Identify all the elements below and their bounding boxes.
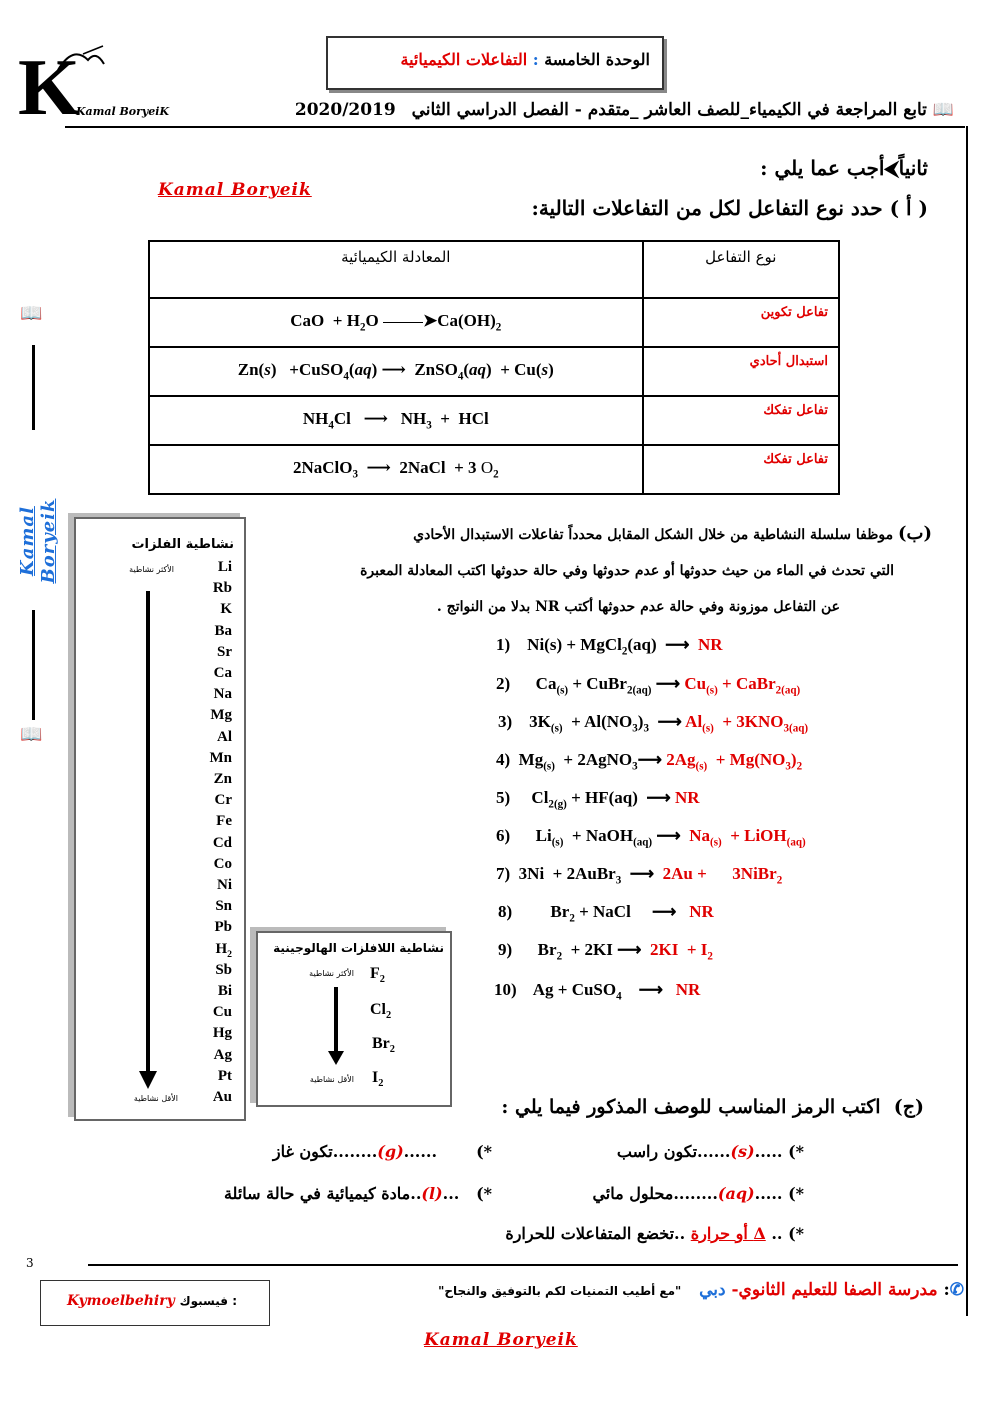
symbol-item: *) ......(g)........تكون غاز	[272, 1142, 492, 1161]
unit-title: التفاعلات الكيميائية	[400, 50, 528, 69]
least-active-label: الأقل نشاطية	[133, 1094, 178, 1103]
unit-title-box	[326, 36, 664, 90]
book-icon: 📖	[20, 724, 43, 745]
down-arrow-icon	[136, 591, 160, 1091]
symbol-item: *) .....(aq)........محلول مائي	[592, 1184, 804, 1203]
halogen-activity-series	[256, 931, 452, 1107]
reaction-2: 2) $Ca_{(s)}$ + CuBr$_{2(aq)}$ ⟶ $Cu_{(s)}$ + CaBr$_{2(aq)}$	[496, 674, 801, 697]
logo-book-icon	[48, 40, 108, 80]
logo-letter: K	[18, 44, 81, 132]
symbol-item: *) .....(s)......تكون راسب	[616, 1142, 804, 1161]
down-arrow-icon	[326, 987, 346, 1067]
metal-item: Cr	[214, 792, 232, 809]
reaction-type: تفاعل تكوين	[643, 298, 839, 347]
metal-item: Na	[213, 686, 232, 703]
halogen-item: $Br_2$	[372, 1035, 395, 1056]
question-c-title: اكتب الرمز المناسب للوصف المذكور فيما يلي :	[501, 1096, 881, 1118]
question-c-label: (ج)	[893, 1096, 924, 1118]
phone-icon: ✆	[949, 1280, 964, 1300]
question-c	[501, 1096, 924, 1118]
halogen-series-title: نشاطية اللافلزات الهالوجينية	[273, 941, 444, 955]
metal-item: Cd	[212, 834, 232, 851]
question-b-label: (ب)	[898, 523, 932, 544]
table-row	[149, 445, 839, 494]
review-title: تابع المراجعة في الكيمياء_للصف العاشر _متقدم - الفصل الدراسي الثاني	[411, 100, 927, 120]
halogen-item: $I_2$	[372, 1069, 384, 1090]
question-b-line3: عن التفاعل موزونة وفي حالة عدم حدوثها أكتب NR بدلا من النواتج .	[436, 599, 840, 615]
metal-item: Ni	[217, 877, 232, 893]
header-type: نوع التفاعل	[643, 241, 839, 298]
table-row	[149, 347, 839, 396]
symbol-item: *) ...(l)..مادة كيميائية في حالة سائلة	[223, 1184, 492, 1203]
reaction-type: استبدال أحادي	[643, 347, 839, 396]
reaction-1: 1) Ni(s) + MgCl$_2$(aq) ⟶ NR	[496, 635, 723, 658]
most-active-label: الأكثر نشاطية	[309, 969, 354, 978]
metal-item: Co	[213, 855, 232, 872]
reaction-6: 6) $Li_{(s)}$ + NaOH$_{(aq)}$ ⟶ $Na_{(s)}$ + LiOH$_{(aq)}$	[496, 826, 806, 849]
metal-item: Fe	[216, 813, 232, 830]
equation: 2NaClO$_3$ ⟶ 2NaCl + 3 $O_2$	[149, 445, 643, 494]
unit-label: الوحدة الخامسة	[544, 50, 650, 69]
table-row	[149, 396, 839, 445]
metal-item: Rb	[212, 580, 232, 597]
facebook-handle: Kymoelbehiry فيسبوك :	[67, 1293, 238, 1309]
metal-item: Mn	[209, 749, 232, 766]
reaction-10: 10) Ag + CuSO$_4$ ⟶ NR	[494, 980, 701, 1003]
book-icon: 📖	[932, 100, 954, 120]
metal-item: K	[220, 601, 232, 618]
header-equation: المعادلة الكيميائية	[149, 241, 643, 298]
equation: Zn(s) +CuSO$_4$(aq) ⟶ ZnSO$_4$(aq) + Cu(s)	[149, 347, 643, 396]
footer-signature: Kamal Boryeik	[424, 1330, 578, 1350]
school-name: مدرسة الصفا للتعليم الثانوي-	[731, 1280, 938, 1300]
metals-series-title: نشاطية الفلزات	[131, 537, 234, 552]
unit-colon: :	[532, 50, 539, 69]
reaction-3: 3) $3K_{(s)} + Al(NO_3)_3$ ⟶ $Al_{(s)} + 3KNO_{3(aq)}$	[498, 712, 809, 735]
logo-name: Kamal BoryeiK	[76, 105, 170, 118]
signature: Kamal Boryeik	[158, 180, 312, 200]
metal-item: Au	[212, 1089, 232, 1105]
vertical-signature: Kamal Boryeik	[17, 498, 59, 584]
page-number: 3	[26, 1256, 34, 1270]
equation: CaO + $H_2O$ $➤Ca(OH)_2$	[149, 298, 643, 347]
least-active-label: الأقل نشاطية	[309, 1075, 354, 1084]
left-deco-line	[32, 345, 35, 430]
metal-item: Bi	[217, 983, 232, 999]
left-deco-line	[32, 610, 35, 720]
metal-item: Al	[217, 728, 232, 745]
halogen-item: $F_2$	[370, 965, 385, 986]
table-row	[149, 298, 839, 347]
right-border-line	[966, 126, 968, 1316]
header-divider	[65, 126, 965, 128]
city: دبي	[699, 1280, 726, 1300]
reaction-9: 9) $Br_2 + 2KI$ ⟶ $2KI + I_2$	[498, 940, 713, 963]
reaction-type: تفاعل تفكك	[643, 445, 839, 494]
symbol-item: *) .. Δ أو حرارة ..تخضع المتفاعلات للحرارة	[505, 1224, 804, 1243]
question-a: ( أ ) حدد نوع التفاعل لكل من التفاعلات التالية:	[531, 196, 928, 220]
equation: $NH_4Cl$ ⟶ $NH_3$ + HCl	[149, 396, 643, 445]
metal-item: Sr	[217, 643, 232, 660]
metal-item: Sn	[215, 898, 232, 915]
metal-item: Ca	[213, 665, 232, 681]
reaction-8: 8) $Br_2$ + NaCl ⟶ NR	[498, 902, 714, 925]
metal-item: Pb	[214, 919, 232, 936]
question-b-line2: التي تحدث في الماء من حيث حدوثها أو عدم حدوثها وفي حالة حدوثها اكتب المعادلة المعبرة	[360, 563, 894, 579]
most-active-label: الأكثر نشاطية	[129, 565, 174, 574]
reaction-5: 5) $Cl_{2(g)} + HF(aq)$ ⟶ NR	[496, 788, 700, 811]
metal-item: Zn	[213, 771, 232, 787]
reaction-type-table	[148, 240, 840, 495]
footer-school-line: ✆: مدرسة الصفا للتعليم الثانوي- دبي "مع أطيب التمنيات لكم بالتوفيق والنجاح"	[438, 1280, 964, 1300]
metal-item: Ag	[213, 1046, 232, 1063]
school-year: 2020/2019	[294, 100, 396, 120]
header-line	[84, 100, 954, 120]
metal-item: $H_2$	[215, 940, 232, 960]
metal-item: Li	[217, 559, 232, 575]
book-icon: 📖	[20, 303, 43, 324]
question-b-line1: (ب) موظفا سلسلة النشاطية من خلال الشكل المقابل محدداً تفاعلات الاستبدال الأحادي	[413, 523, 932, 544]
metals-activity-series	[74, 517, 246, 1121]
metal-item: Mg	[210, 707, 232, 724]
reaction-4: 4) $Mg_{(s)}$ + 2AgNO$_3$⟶ $2Ag_{(s)} + Mg(NO_3)_2$	[496, 750, 803, 773]
metal-item: Hg	[212, 1025, 232, 1042]
halogen-item: $Cl_2$	[370, 1001, 392, 1022]
metal-item: Pt	[217, 1067, 232, 1084]
metal-item: Cu	[212, 1004, 232, 1021]
metal-item: Ba	[214, 622, 232, 639]
footer-divider	[88, 1264, 958, 1266]
facebook-box	[40, 1280, 270, 1326]
metal-item: Sb	[215, 961, 232, 978]
section-title: ثانياً⮜أجب عما يلي :	[760, 156, 928, 180]
reaction-7: 7) 3Ni + 2AuBr$_3$ ⟶ 2Au + 3NiBr$_2$	[496, 864, 783, 887]
wish-text: "مع أطيب التمنيات لكم بالتوفيق والنجاح"	[438, 1284, 682, 1298]
reaction-type: تفاعل تفكك	[643, 396, 839, 445]
